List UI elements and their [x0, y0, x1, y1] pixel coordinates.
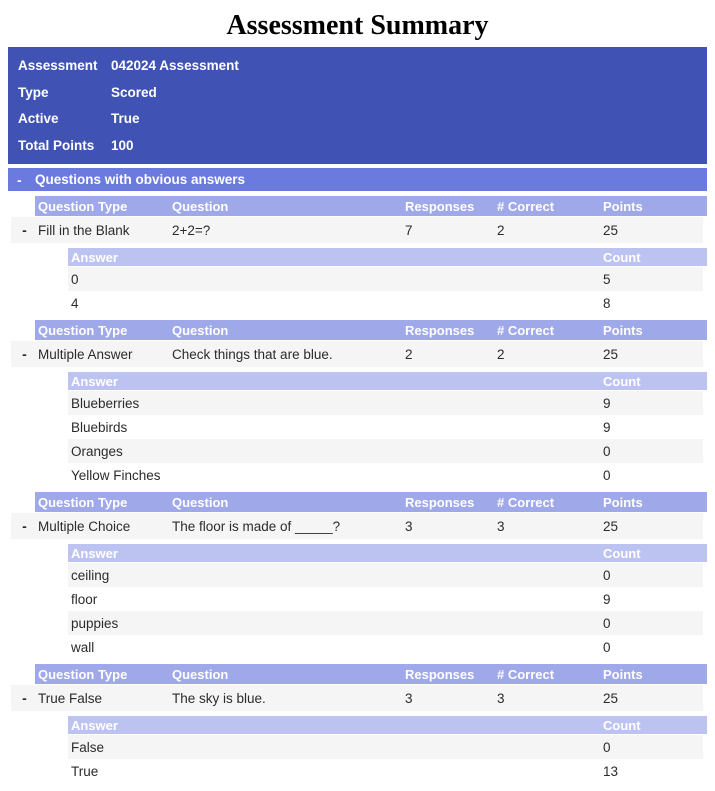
responses-cell: 3	[405, 518, 413, 534]
answer-count-cell: 0	[603, 615, 611, 631]
info-value: Scored	[111, 84, 157, 100]
correct-cell: 2	[497, 222, 505, 238]
column-header-question-type: Question Type	[38, 322, 128, 338]
answer-count-cell: 0	[603, 639, 611, 655]
question-row	[11, 513, 703, 539]
answer-count-cell: 8	[603, 295, 611, 311]
answer-text-cell: wall	[71, 639, 95, 655]
answers-table	[68, 248, 707, 315]
question-type-cell: True False	[38, 690, 103, 706]
collapse-toggle-icon[interactable]: -	[22, 518, 27, 535]
question-block	[8, 492, 707, 659]
column-header-correct: # Correct	[497, 322, 555, 338]
answer-count-cell: 5	[603, 271, 611, 287]
answer-count-cell: 0	[603, 443, 611, 459]
answer-text-cell: ceiling	[71, 567, 110, 583]
column-header-correct: # Correct	[497, 666, 555, 682]
answer-text-cell: 4	[71, 295, 79, 311]
assessment-info-panel	[8, 47, 707, 164]
question-type-cell: Fill in the Blank	[38, 222, 130, 238]
answer-text-cell: Oranges	[71, 443, 123, 459]
answer-row	[68, 611, 703, 635]
toggle-cell	[11, 222, 38, 238]
column-header-points: Points	[603, 322, 643, 338]
column-header-question: Question	[172, 666, 229, 682]
column-header-count: Count	[603, 249, 641, 265]
column-header-count: Count	[603, 545, 641, 561]
points-cell: 25	[603, 690, 619, 706]
info-row-type	[8, 79, 707, 106]
answer-text-cell: Bluebirds	[71, 419, 128, 435]
question-block	[8, 664, 707, 783]
question-text-cell: Check things that are blue.	[172, 346, 333, 362]
answer-rows	[68, 735, 707, 783]
answer-text-cell: True	[71, 763, 99, 779]
answer-text-cell: 0	[71, 271, 79, 287]
question-text-cell: 2+2=?	[172, 222, 211, 238]
section-header[interactable]	[8, 168, 707, 191]
answers-table-header	[68, 372, 707, 390]
answer-row	[68, 735, 703, 759]
answer-count-cell: 9	[603, 395, 611, 411]
section-title: Questions with obvious answers	[35, 172, 246, 188]
info-label: Total Points	[18, 137, 95, 153]
collapse-toggle-icon[interactable]: -	[22, 346, 27, 363]
question-table-header	[35, 196, 707, 216]
info-row-active	[8, 105, 707, 132]
responses-cell: 3	[405, 690, 413, 706]
answer-row	[68, 291, 703, 315]
collapse-toggle-icon[interactable]: -	[22, 222, 27, 239]
toggle-cell	[11, 346, 38, 362]
answer-count-cell: 9	[603, 419, 611, 435]
answer-row	[68, 267, 703, 291]
column-header-responses: Responses	[405, 198, 475, 214]
toggle-cell	[11, 690, 38, 706]
responses-cell: 7	[405, 222, 413, 238]
column-header-count: Count	[603, 373, 641, 389]
answer-count-cell: 0	[603, 467, 611, 483]
column-header-points: Points	[603, 494, 643, 510]
answer-row	[68, 463, 703, 487]
answer-count-cell: 13	[603, 763, 619, 779]
question-table-header	[35, 664, 707, 684]
column-header-question-type: Question Type	[38, 666, 128, 682]
answer-rows	[68, 267, 707, 315]
info-row-assessment	[8, 52, 707, 79]
column-header-points: Points	[603, 198, 643, 214]
answer-count-cell: 0	[603, 739, 611, 755]
answer-text-cell: Yellow Finches	[71, 467, 161, 483]
collapse-toggle-icon[interactable]: -	[22, 690, 27, 707]
question-type-cell: Multiple Answer	[38, 346, 133, 362]
question-block	[8, 320, 707, 487]
answer-rows	[68, 563, 707, 659]
column-header-question: Question	[172, 494, 229, 510]
question-text-cell: The floor is made of _____?	[172, 518, 341, 534]
answer-text-cell: Blueberries	[71, 395, 140, 411]
correct-cell: 3	[497, 690, 505, 706]
question-text-cell: The sky is blue.	[172, 690, 266, 706]
column-header-answer: Answer	[71, 545, 118, 561]
column-header-count: Count	[603, 717, 641, 733]
answer-row	[68, 439, 703, 463]
info-value: 100	[111, 137, 134, 153]
question-table-header	[35, 320, 707, 340]
info-value: True	[111, 111, 140, 127]
points-cell: 25	[603, 222, 619, 238]
answer-text-cell: False	[71, 739, 105, 755]
toggle-cell	[11, 518, 38, 534]
question-table-header	[35, 492, 707, 512]
points-cell: 25	[603, 346, 619, 362]
answers-table-header	[68, 544, 707, 562]
column-header-question: Question	[172, 198, 229, 214]
question-type-cell: Multiple Choice	[38, 518, 131, 534]
column-header-answer: Answer	[71, 249, 118, 265]
column-header-responses: Responses	[405, 322, 475, 338]
column-header-responses: Responses	[405, 666, 475, 682]
points-cell: 25	[603, 518, 619, 534]
info-label: Type	[18, 84, 49, 100]
answers-table	[68, 372, 707, 487]
answers-table	[68, 716, 707, 783]
question-row	[11, 685, 703, 711]
answers-table	[68, 544, 707, 659]
column-header-question-type: Question Type	[38, 198, 128, 214]
info-value: 042024 Assessment	[111, 58, 239, 74]
column-header-question-type: Question Type	[38, 494, 128, 510]
answer-count-cell: 9	[603, 591, 611, 607]
answer-row	[68, 587, 703, 611]
answers-table-header	[68, 248, 707, 266]
column-header-answer: Answer	[71, 373, 118, 389]
column-header-correct: # Correct	[497, 494, 555, 510]
column-header-question: Question	[172, 322, 229, 338]
question-row	[11, 217, 703, 243]
question-row	[11, 341, 703, 367]
info-label: Assessment	[18, 58, 98, 74]
question-block	[8, 196, 707, 315]
answer-text-cell: puppies	[71, 615, 119, 631]
answer-row	[68, 391, 703, 415]
answers-table-header	[68, 716, 707, 734]
answer-count-cell: 0	[603, 567, 611, 583]
answer-row	[68, 415, 703, 439]
column-header-answer: Answer	[71, 717, 118, 733]
responses-cell: 2	[405, 346, 413, 362]
column-header-responses: Responses	[405, 494, 475, 510]
correct-cell: 2	[497, 346, 505, 362]
answer-row	[68, 635, 703, 659]
answer-text-cell: floor	[71, 591, 98, 607]
collapse-toggle-icon[interactable]: -	[17, 171, 22, 188]
page-title: Assessment Summary	[226, 10, 489, 41]
answer-row	[68, 563, 703, 587]
info-row-total-points	[8, 132, 707, 159]
questions-container	[8, 196, 707, 783]
column-header-correct: # Correct	[497, 198, 555, 214]
answer-row	[68, 759, 703, 783]
column-header-points: Points	[603, 666, 643, 682]
correct-cell: 3	[497, 518, 505, 534]
answer-rows	[68, 391, 707, 487]
info-label: Active	[18, 111, 59, 127]
